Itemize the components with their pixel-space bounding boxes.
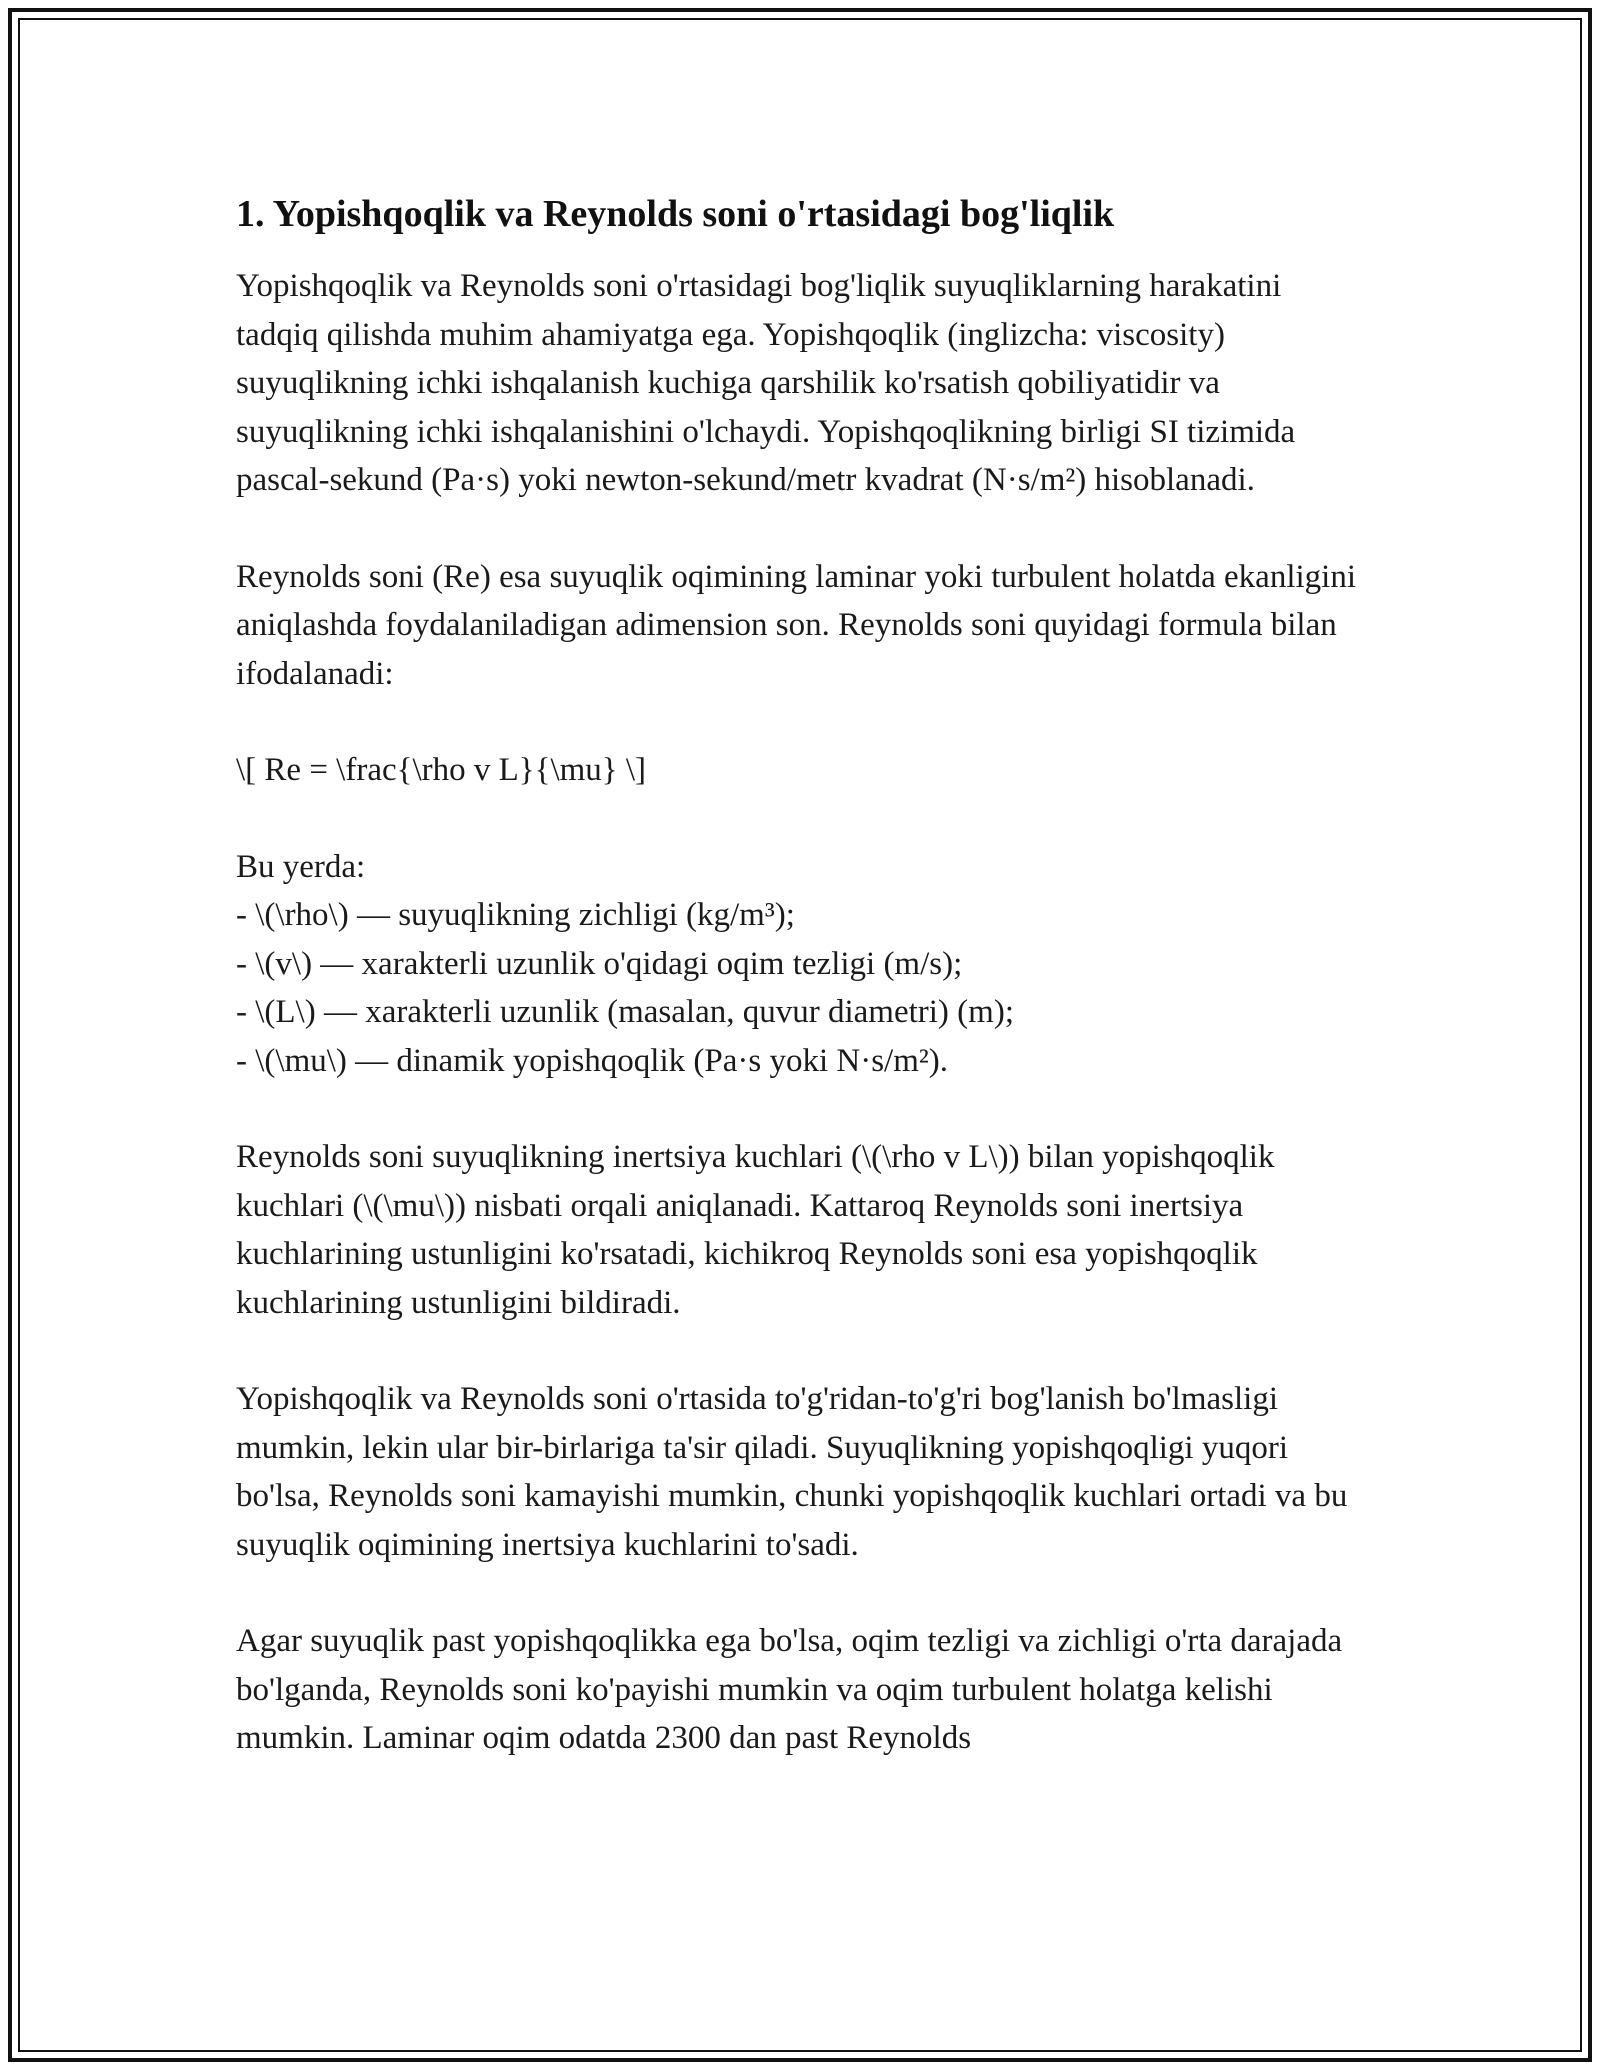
- paragraph-reynolds-definition: Reynolds soni (Re) esa suyuqlik oqimining laminar yoki turbulent holatda ekanligini aniqlashda foydalaniladigan adimension son. Reynolds soni quyidagi formula bilan ifodalanadi:: [236, 558, 1357, 692]
- document-body: [236, 190, 1366, 1763]
- list-item-v: - \(v\) — xarakterli uzunlik o'qidagi oqim tezligi (m/s);: [236, 945, 963, 982]
- list-item-mu: - \(\mu\) — dinamik yopishqoqlik (Pa·s yoki N·s/m²).: [236, 1042, 949, 1079]
- section-heading: 1. Yopishqoqlik va Reynolds soni o'rtasidagi bog'liqlik: [236, 193, 1115, 235]
- paragraph-relationship: Yopishqoqlik va Reynolds soni o'rtasida to'g'ridan-to'g'ri bog'lanish bo'lmasligi mumkin, lekin ular bir-birlariga ta'sir qiladi. Suyuqlikning yopishqoqligi yuqori bo'lsa, Reynolds soni kamayishi mumkin, chunki yopishqoqlik kuchlari ortadi va bu suyuqlik oqimining inertsiya kuchlarini to'sadi.: [236, 1381, 1348, 1563]
- paragraph-force-ratio: Reynolds soni suyuqlikning inertsiya kuchlari (\(\rho v L\)) bilan yopishqoqlik kuchlari (\(\mu\)) nisbati orqali aniqlanadi. Kattaroq Reynolds soni inertsiya kuchlarining ustunligini ko'rsatadi, kichikroq Reynolds soni esa yopishqoqlik kuchlarining ustunligini bildiradi.: [236, 1139, 1275, 1321]
- paragraph-low-viscosity: Agar suyuqlik past yopishqoqlikka ega bo'lsa, oqim tezligi va zichligi o'rta darajada bo'lganda, Reynolds soni ko'payishi mumkin va oqim turbulent holatga kelishi mumkin. Laminar oqim odatda 2300 dan past Reynolds: [236, 1623, 1343, 1756]
- variable-list: [236, 843, 1366, 1086]
- list-intro: Bu yerda:: [236, 848, 366, 885]
- paragraph-viscosity-definition: Yopishqoqlik va Reynolds soni o'rtasidagi bog'liqlik suyuqliklarning harakatini tadqiq qilishda muhim ahamiyatga ega. Yopishqoqlik (inglizcha: viscosity) suyuqlikning ichki ishqalanish kuchiga qarshilik ko'rsatish qobiliyatidir va suyuqlikning ichki ishqalanishini o'lchaydi. Yopishqoqlikning birligi SI tizimida pascal-sekund (Pa·s) yoki newton-sekund/metr kvadrat (N·s/m²) hisoblanadi.: [236, 268, 1296, 498]
- formula-reynolds: \[ Re = \frac{\rho v L}{\mu} \]: [236, 752, 647, 788]
- list-item-l: - \(L\) — xarakterli uzunlik (masalan, quvur diametri) (m);: [236, 994, 1014, 1030]
- list-item-rho: - \(\rho\) — suyuqlikning zichligi (kg/m³);: [236, 897, 795, 933]
